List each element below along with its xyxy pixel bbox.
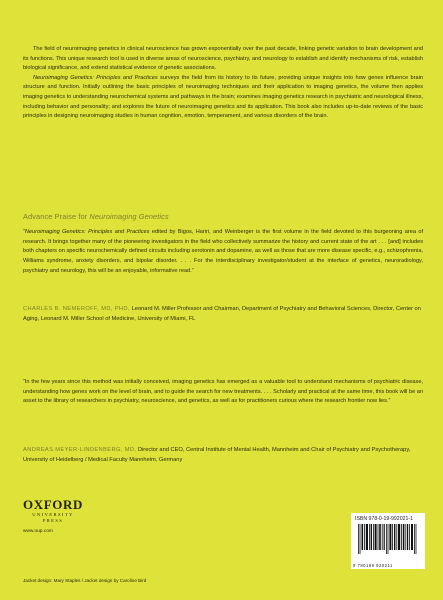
quote-1-attribution [23, 305, 423, 324]
book-title-inline: Neuroimaging Genetics: Principles and Practices [33, 74, 158, 81]
quote-2-attribution [23, 446, 423, 465]
praise-quote-2: “In the few years since this method was initially conceived, imaging genetics has emerged as a valuable tool to understand mechanisms of psychiatric disease, understanding how genes work on the level of brain, and to guide the search for new treatments. . . . Scholarly and practical at the same time, this book will be an asset to the library of researchers in psychiatry, neuroscience, and genetics, as well as for practitioners curious where the research frontier now lies.” [23, 379, 423, 405]
quote-2-affiliation: Director and CEO, Central Institute of Mental Health, Mannheim and Chair of Psychiatry and Psychotherapy, University of Heidelberg / Medical Faculty Mannheim, Germany [23, 447, 411, 463]
publisher-subline: UNIVERSITY PRESS [32, 512, 74, 523]
barcode-digits: 9 780199 920211 [353, 563, 393, 568]
description-paragraph-2 [23, 74, 423, 122]
publisher-logo [23, 498, 83, 534]
advance-praise-heading [23, 212, 169, 221]
book-description [23, 45, 423, 122]
quote-1-title: “Neuroimaging Genetics: Principles and Practices [23, 229, 150, 235]
praise-prefix: Advance Praise for [23, 212, 90, 221]
praise-quote-1 [23, 228, 423, 277]
isbn-number: ISBN 978-0-19-992021-1 [355, 516, 413, 522]
quote-1-author: CHARLES B. NEMEROFF, MD, PHD, [23, 306, 131, 312]
description-paragraph-1: The field of neuroimaging genetics in clinical neuroscience has grown exponentially over the past decade, linking genetic variation to brain development and its functions. This unique research tool is used in diverse areas of neuroscience, psychiatry, and neurology to establish and identify mechanisms of risk, establish biological significance, and extend statistical evidence of genetic associations. [23, 46, 423, 72]
barcode-bars [355, 524, 421, 560]
praise-book-title: Neuroimaging Genetics [89, 212, 169, 221]
isbn-barcode [351, 513, 425, 569]
publisher-name: OXFORD [23, 497, 83, 512]
quote-1-text: edited by Bigos, Hariri, and Weinberger is the first volume in the field devoted to this burgeoning area of research. It brings together many of the pioneering investigators in the field who collectively summarize the history and current state of the art . . . [and] includes both chapters on specific neurochemically defined circuits including serotonin and dopamine, as well as those that are more disease specific, e.g., schizophrenia, Williams syndrome, anxiety disorders, and bipolar disorder. . . . For the interdisciplinary investigator/student at the interface of genetics, neuroradiology, psychiatry and neurology, this will be an enjoyable, informative read.” [23, 229, 423, 274]
publisher-website: www.oup.com [23, 529, 53, 534]
jacket-credit: Jacket design: Mary Staples / Jacket design by Caroline Bird [23, 578, 147, 583]
quote-2-author: ANDREAS MEYER-LINDENBERG, MD, [23, 447, 137, 453]
description-paragraph-2-text: surveys the field from its history to its future, providing unique insights into how genes influence brain structure and function. Initially outlining the basic principles of neuroimaging techniques and their application to imaging genetics, the volume then applies imaging genetics to understanding neurochemical systems and pathways in the brain; examines imaging genetics research in psychiatric and neurological illness, including behavior and personality; and explores the future of neuroimaging genetics and its application. This book also includes up-to-date reviews of the basic principles in designing neuroimaging studies in human cognition, emotion, temperament, and various disorders of the brain. [23, 74, 423, 120]
quote-1-affiliation: Leonard M. Miller Professor and Chairman, Department of Psychiatry and Behavioral Sciences, Director, Center on Aging, Leonard M. Miller School of Medicine, University of Miami, FL [23, 306, 421, 322]
